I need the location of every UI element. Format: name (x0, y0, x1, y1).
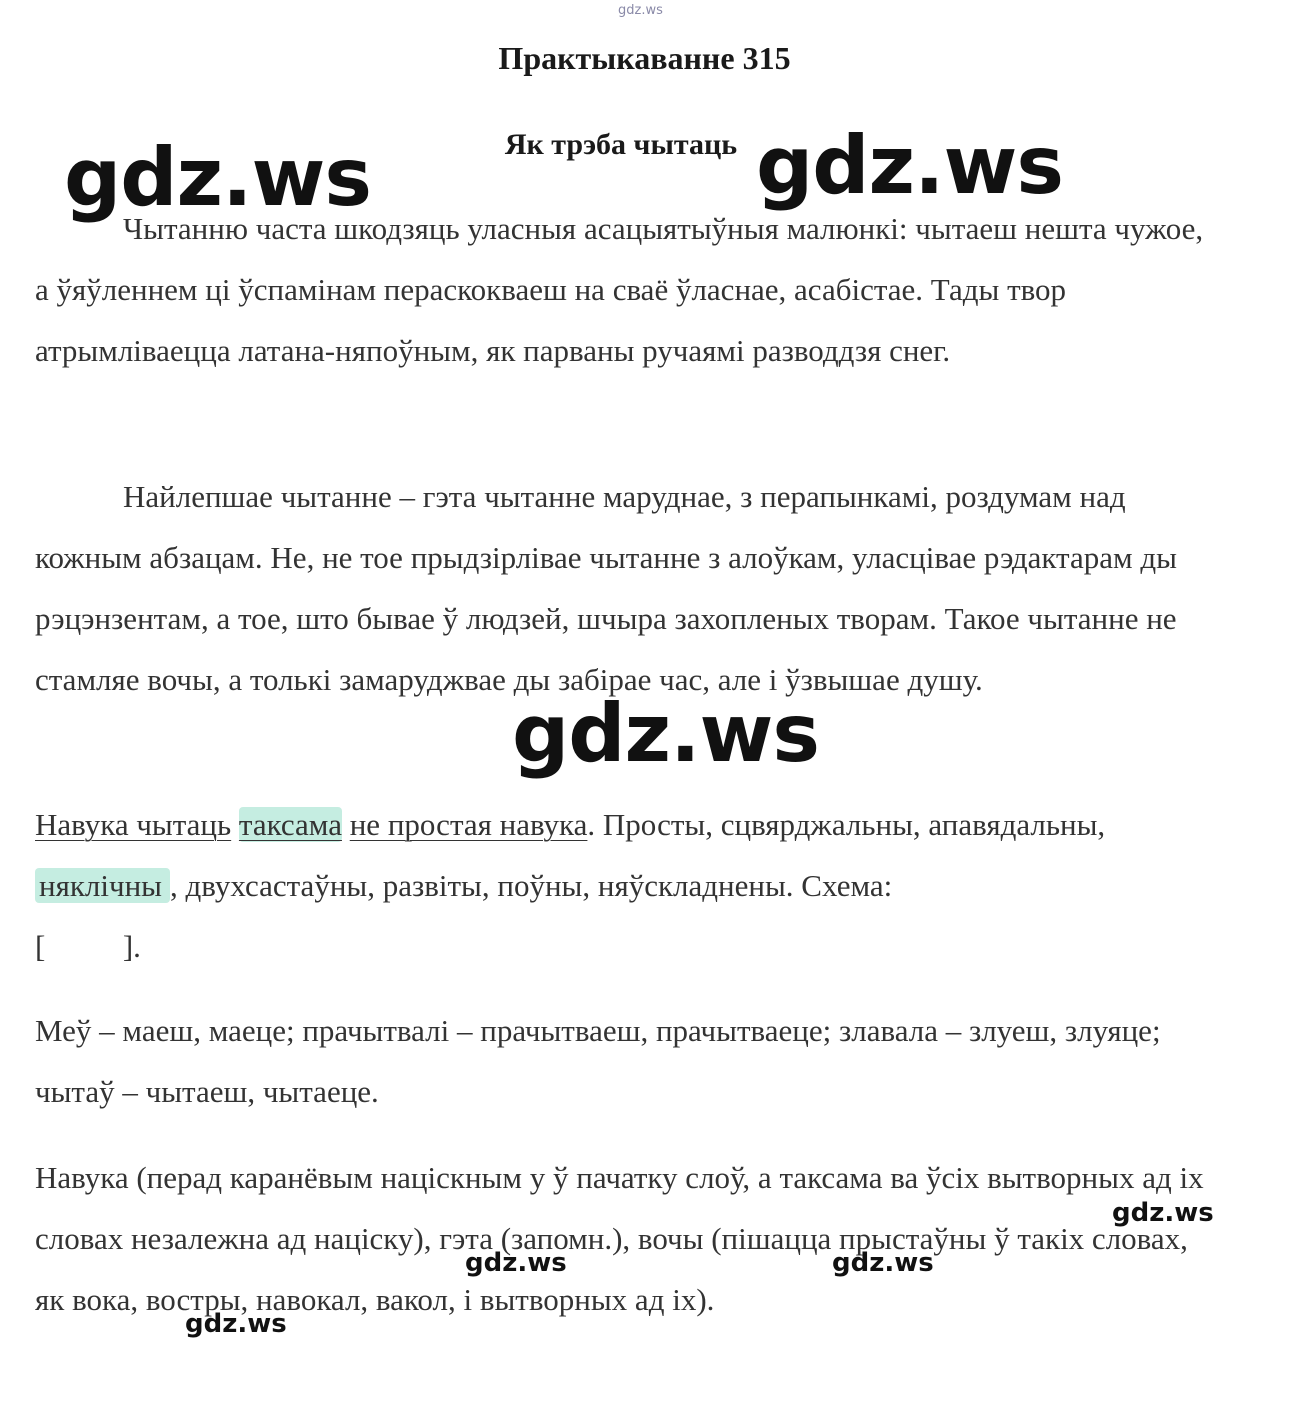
watermark-small-bottom-left: gdz.ws (185, 1309, 287, 1339)
watermark-small-right: gdz.ws (1112, 1198, 1214, 1228)
paragraph-3 (35, 794, 1215, 977)
watermark-small-mid-right: gdz.ws (832, 1248, 934, 1278)
highlighted-word: няклічны (35, 868, 170, 903)
watermark-small-mid-left: gdz.ws (465, 1248, 567, 1278)
paragraph-5: Навука (перад каранёвым націскным у ў пачатку слоў, а таксама ва ўсіх вытворных ад іх словах незалежна ад націску), гэта (запомн.), вочы (пішацца прыстаўны ў такіх словах, як вока, востры, навокал, вакол, і вытворных ад іх). (35, 1160, 1204, 1317)
underlined-predicate: не простая навука (349, 807, 588, 842)
sentence-analysis-cont: , двухсастаўны, развіты, поўны, няўскладнены. Схема: (170, 868, 893, 903)
watermark-large-left: gdz.ws (64, 131, 372, 224)
page-title: Практыкаванне 315 (498, 40, 791, 76)
underlined-subject: Навука чытаць (35, 807, 232, 842)
watermark-large-right: gdz.ws (756, 119, 1064, 212)
paragraph-4: Меў – маеш, маеце; прачытвалі – прачытваеш, прачытваеце; злавала – злуеш, злуяце; чытаў – чытаеш, чытаеце. (35, 1013, 1161, 1109)
underlined-adverb: таксама (238, 807, 342, 842)
page-subtitle: Як трэба чытаць (504, 128, 738, 161)
paragraph-1: Чытанню часта шкодзяць уласныя асацыятыўныя малюнкі: чытаеш нешта чужое, а ўяўленнем ці ўспамінам пераскокваеш на сваё ўласнае, асабістае. Тады твор атрымліваецца латана-няпоўным, як парваны ручаямі разводдзя снег. (35, 211, 1204, 368)
watermark-top: gdz.ws (618, 3, 663, 18)
paragraph-2: Найлепшае чытанне – гэта чытанне маруднае, з перапынкамі, роздумам над кожным абзацам. Не, не тое прыдзірлівае чытанне з алоўкам, уласцівае рэдактарам ды рэцэнзентам, а тое, што бывае ў людзей, шчыра захопленых творам. Такое чытанне не стамляе вочы, а толькі замаруджвае ды забірае час, але і ўзвышае душу. (35, 479, 1177, 697)
space (342, 807, 350, 842)
sentence-scheme: [ ]. (35, 929, 141, 964)
watermark-large-center: gdz.ws (512, 687, 820, 780)
space (231, 807, 239, 842)
sentence-analysis: . Просты, сцвярджальны, апавядальны, (587, 807, 1106, 842)
